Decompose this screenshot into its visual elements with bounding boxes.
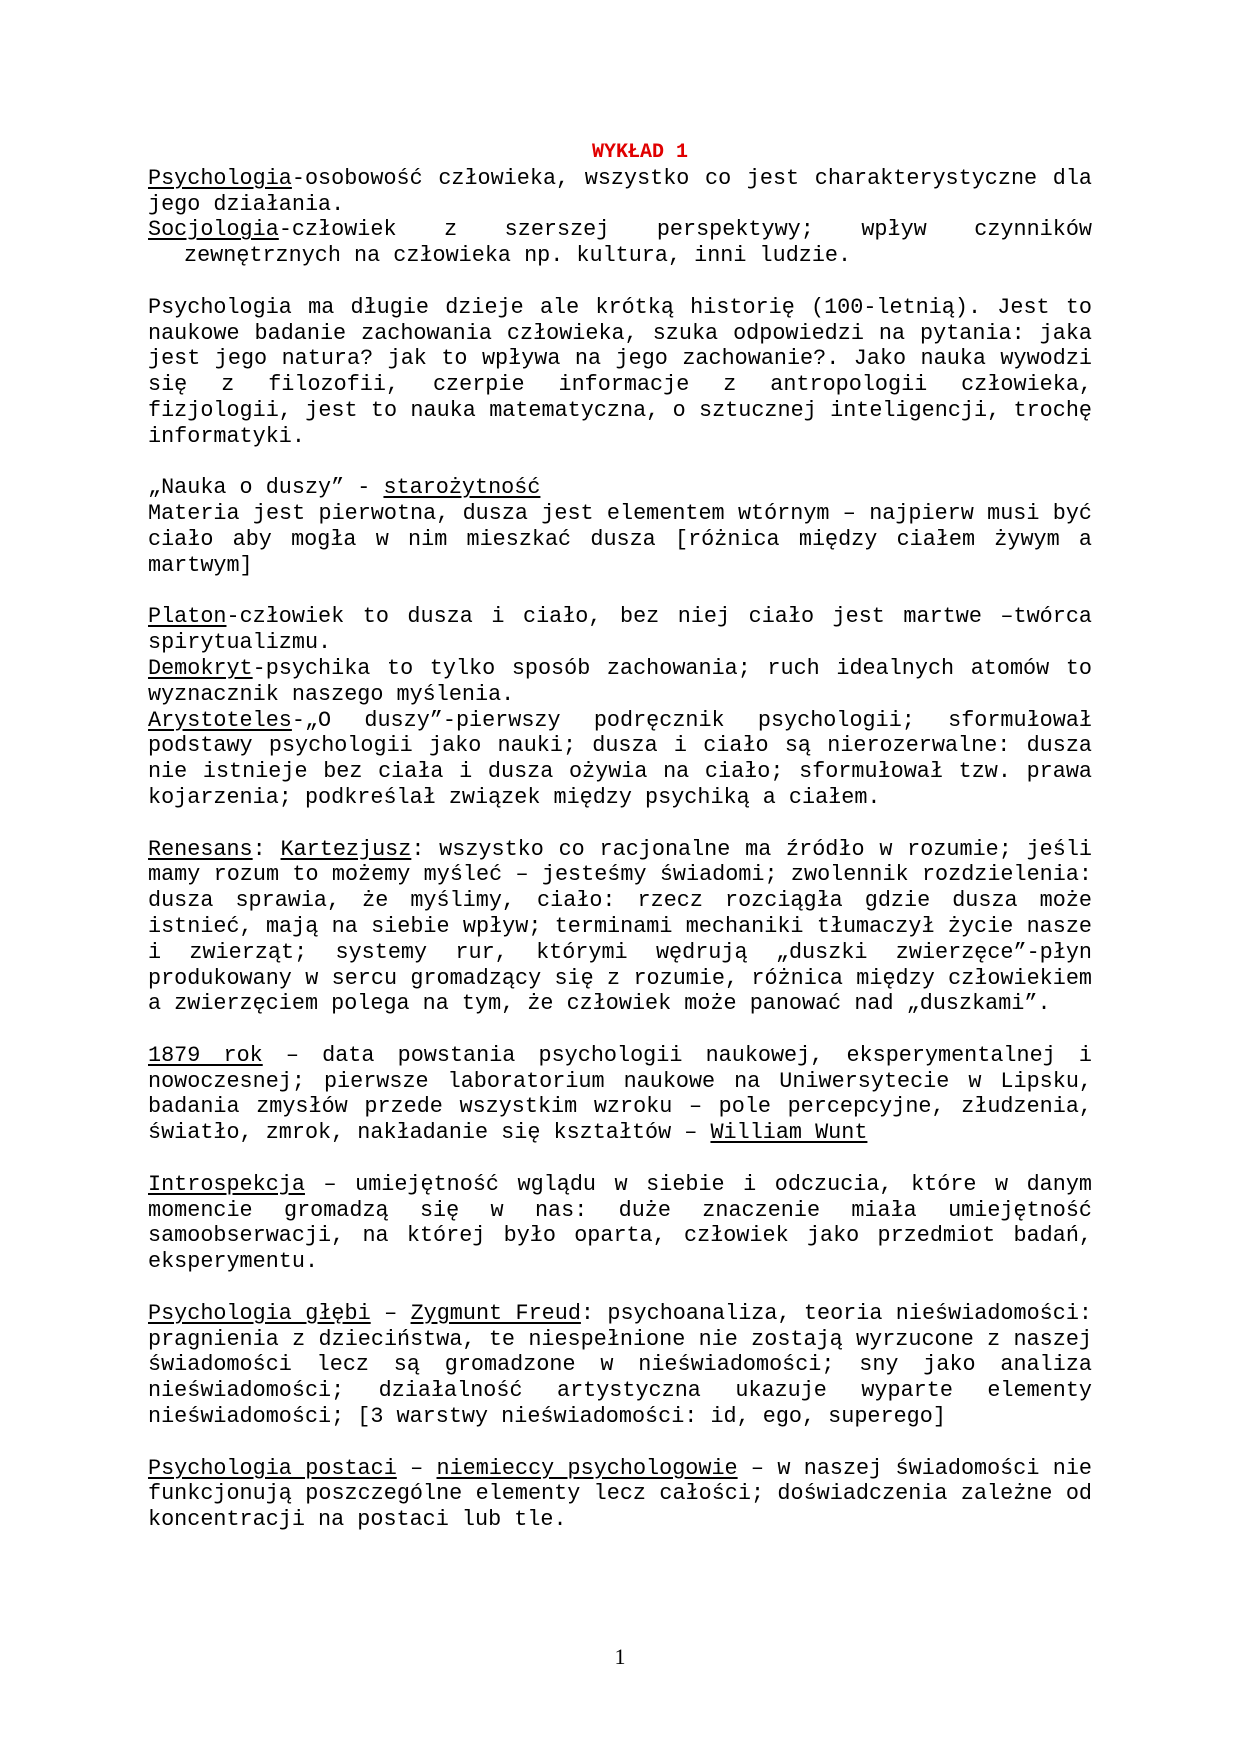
term-introspekcja: Introspekcja [148, 1171, 305, 1197]
term-platon: Platon [148, 604, 227, 630]
term-psychologia-postaci: Psychologia postaci [148, 1455, 397, 1481]
paragraph-psychologia-glebi [148, 1301, 1092, 1430]
definition-socjologia-continued: zewnętrznych na człowieka np. kultura, inni ludzie. [184, 243, 852, 269]
paragraph-introspekcja [148, 1172, 1092, 1275]
paragraph-intro: Psychologia ma długie dzieje ale krótką historię (100-letnią). Jest to naukowe badanie zachowania człowieka, szuka odpowiedzi na pytania: jaka jest jego natura? jak to wpływa na jego zachowanie?. Jako nauka wywodzi się z filozofii, czerpie informacje z antropologii człowieka, fizjologii, jest to nauka matematyczna, o sztucznej inteligencji, trochę informatyki. [148, 294, 1092, 449]
paragraph-renesans [148, 837, 1092, 1018]
heading-prefix: „Nauka o duszy” - [148, 475, 384, 501]
term-renesans: Renesans [148, 836, 253, 862]
paragraph-arystoteles [148, 708, 1092, 811]
definition-socjologia [148, 217, 1092, 243]
paragraph-platon [148, 604, 1092, 656]
term-kartezjusz: Kartezjusz [280, 836, 412, 862]
paragraph-demokryt [148, 656, 1092, 708]
term-starozytnosc: starożytność [383, 475, 541, 501]
definition-text: -człowiek z szerszej perspektywy; wpływ czynników [278, 217, 1092, 243]
paragraph-text: -„O duszy”-pierwszy podręcznik psychologii; sformułował podstawy psychologii jako nauki; dusza i ciało są nierozerwalne: dusza nie istnieje bez ciała i dusza ożywia na ciało; sformułował tzw. prawa kojarzenia; podkreślał związek między psychiką a ciałem. [148, 707, 1092, 810]
paragraph-1879 [148, 1043, 1092, 1146]
paragraph-text: – umiejętność wglądu w siebie i odczucia, które w danym momencie gromadzą się w nas: duże znaczenie miała umiejętność samoobserwacji, na której było oparta, człowiek jako przedmiot badań, eksperymentu. [148, 1171, 1092, 1275]
term-psychologia: Psychologia [148, 165, 292, 191]
lecture-title: WYKŁAD 1 [591, 141, 688, 164]
term-1879-rok: 1879 rok [148, 1042, 263, 1068]
definition-text: -osobowość człowieka, wszystko co jest charakterystyczne dla jego działania. [148, 165, 1092, 217]
term-socjologia: Socjologia [148, 217, 279, 243]
paragraph-psychologia-postaci [148, 1456, 1092, 1533]
separator: – [396, 1455, 437, 1481]
paragraph-text: – w naszej świadomości nie funkcjonują poszczególne elementy lecz całości; doświadczenia zależne od koncentracji na postaci lub tle. [148, 1455, 1092, 1533]
paragraph-text: – data powstania psychologii naukowej, eksperymentalnej i nowoczesnej; pierwsze laboratorium naukowe na Uniwersytecie w Lipsku, badania zmysłów przede wszystkim wzroku – pole percepcyjne, złudzenia, światło, zmrok, nakładanie się kształtów – [148, 1042, 1092, 1146]
term-psychologia-glebi: Psychologia głębi [148, 1300, 371, 1326]
document-page [148, 140, 1092, 1533]
term-demokryt: Demokryt [148, 655, 253, 681]
page-number: 1 [614, 1644, 626, 1669]
term-arystoteles: Arystoteles [148, 707, 292, 733]
separator: – [370, 1300, 411, 1326]
term-niemieccy-psychologowie: niemieccy psychologowie [436, 1455, 738, 1481]
paragraph-text: : psychoanaliza, teoria nieświadomości: pragnienia z dzieciństwa, te niespełnione nie zostają wyrzucone z naszej świadomości lecz są gromadzone w nieświadomości; sny jako analiza nieświadomości; działalność artystyczna ukazuje wyparte elementy nieświadomości; [3 warstwy nieświadomości: id, ego, superego] [148, 1300, 1092, 1430]
heading-nauka-o-duszy [148, 475, 1092, 501]
paragraph-text: -człowiek to dusza i ciało, bez niej ciało jest martwe –twórca spirytualizmu. [148, 604, 1092, 656]
term-zygmunt-freud: Zygmunt Freud [410, 1300, 581, 1326]
definition-psychologia [148, 166, 1092, 218]
term-william-wunt: William Wunt [710, 1120, 868, 1146]
paragraph-text: : wszystko co racjonalne ma źródło w rozumie; jeśli mamy rozum to możemy myśleć – jesteśmy świadomi; zwolennik rozdzielenia: dusza sprawia, że myślimy, ciało: rzecz rozciągła gdzie dusza może istnieć, mają na siebie wpływ; terminami mechaniki tłumaczył życie nasze i zwierząt; systemy rur, którymi wędrują „duszki zwierzęce”-płyn produkowany w sercu gromadzący się z rozumie, różnica między człowiekiem a zwierzęciem polega na tym, że człowiek może panować nad „duszkami”. [148, 836, 1092, 1017]
separator: : [252, 836, 281, 862]
paragraph-text: -psychika to tylko sposób zachowania; ruch idealnych atomów to wyznacznik naszego myślenia. [148, 655, 1092, 707]
paragraph-materia: Materia jest pierwotna, dusza jest elementem wtórnym – najpierw musi być ciało aby mogła w nim mieszkać dusza [różnica między ciałem żywym a martwym] [148, 501, 1092, 578]
